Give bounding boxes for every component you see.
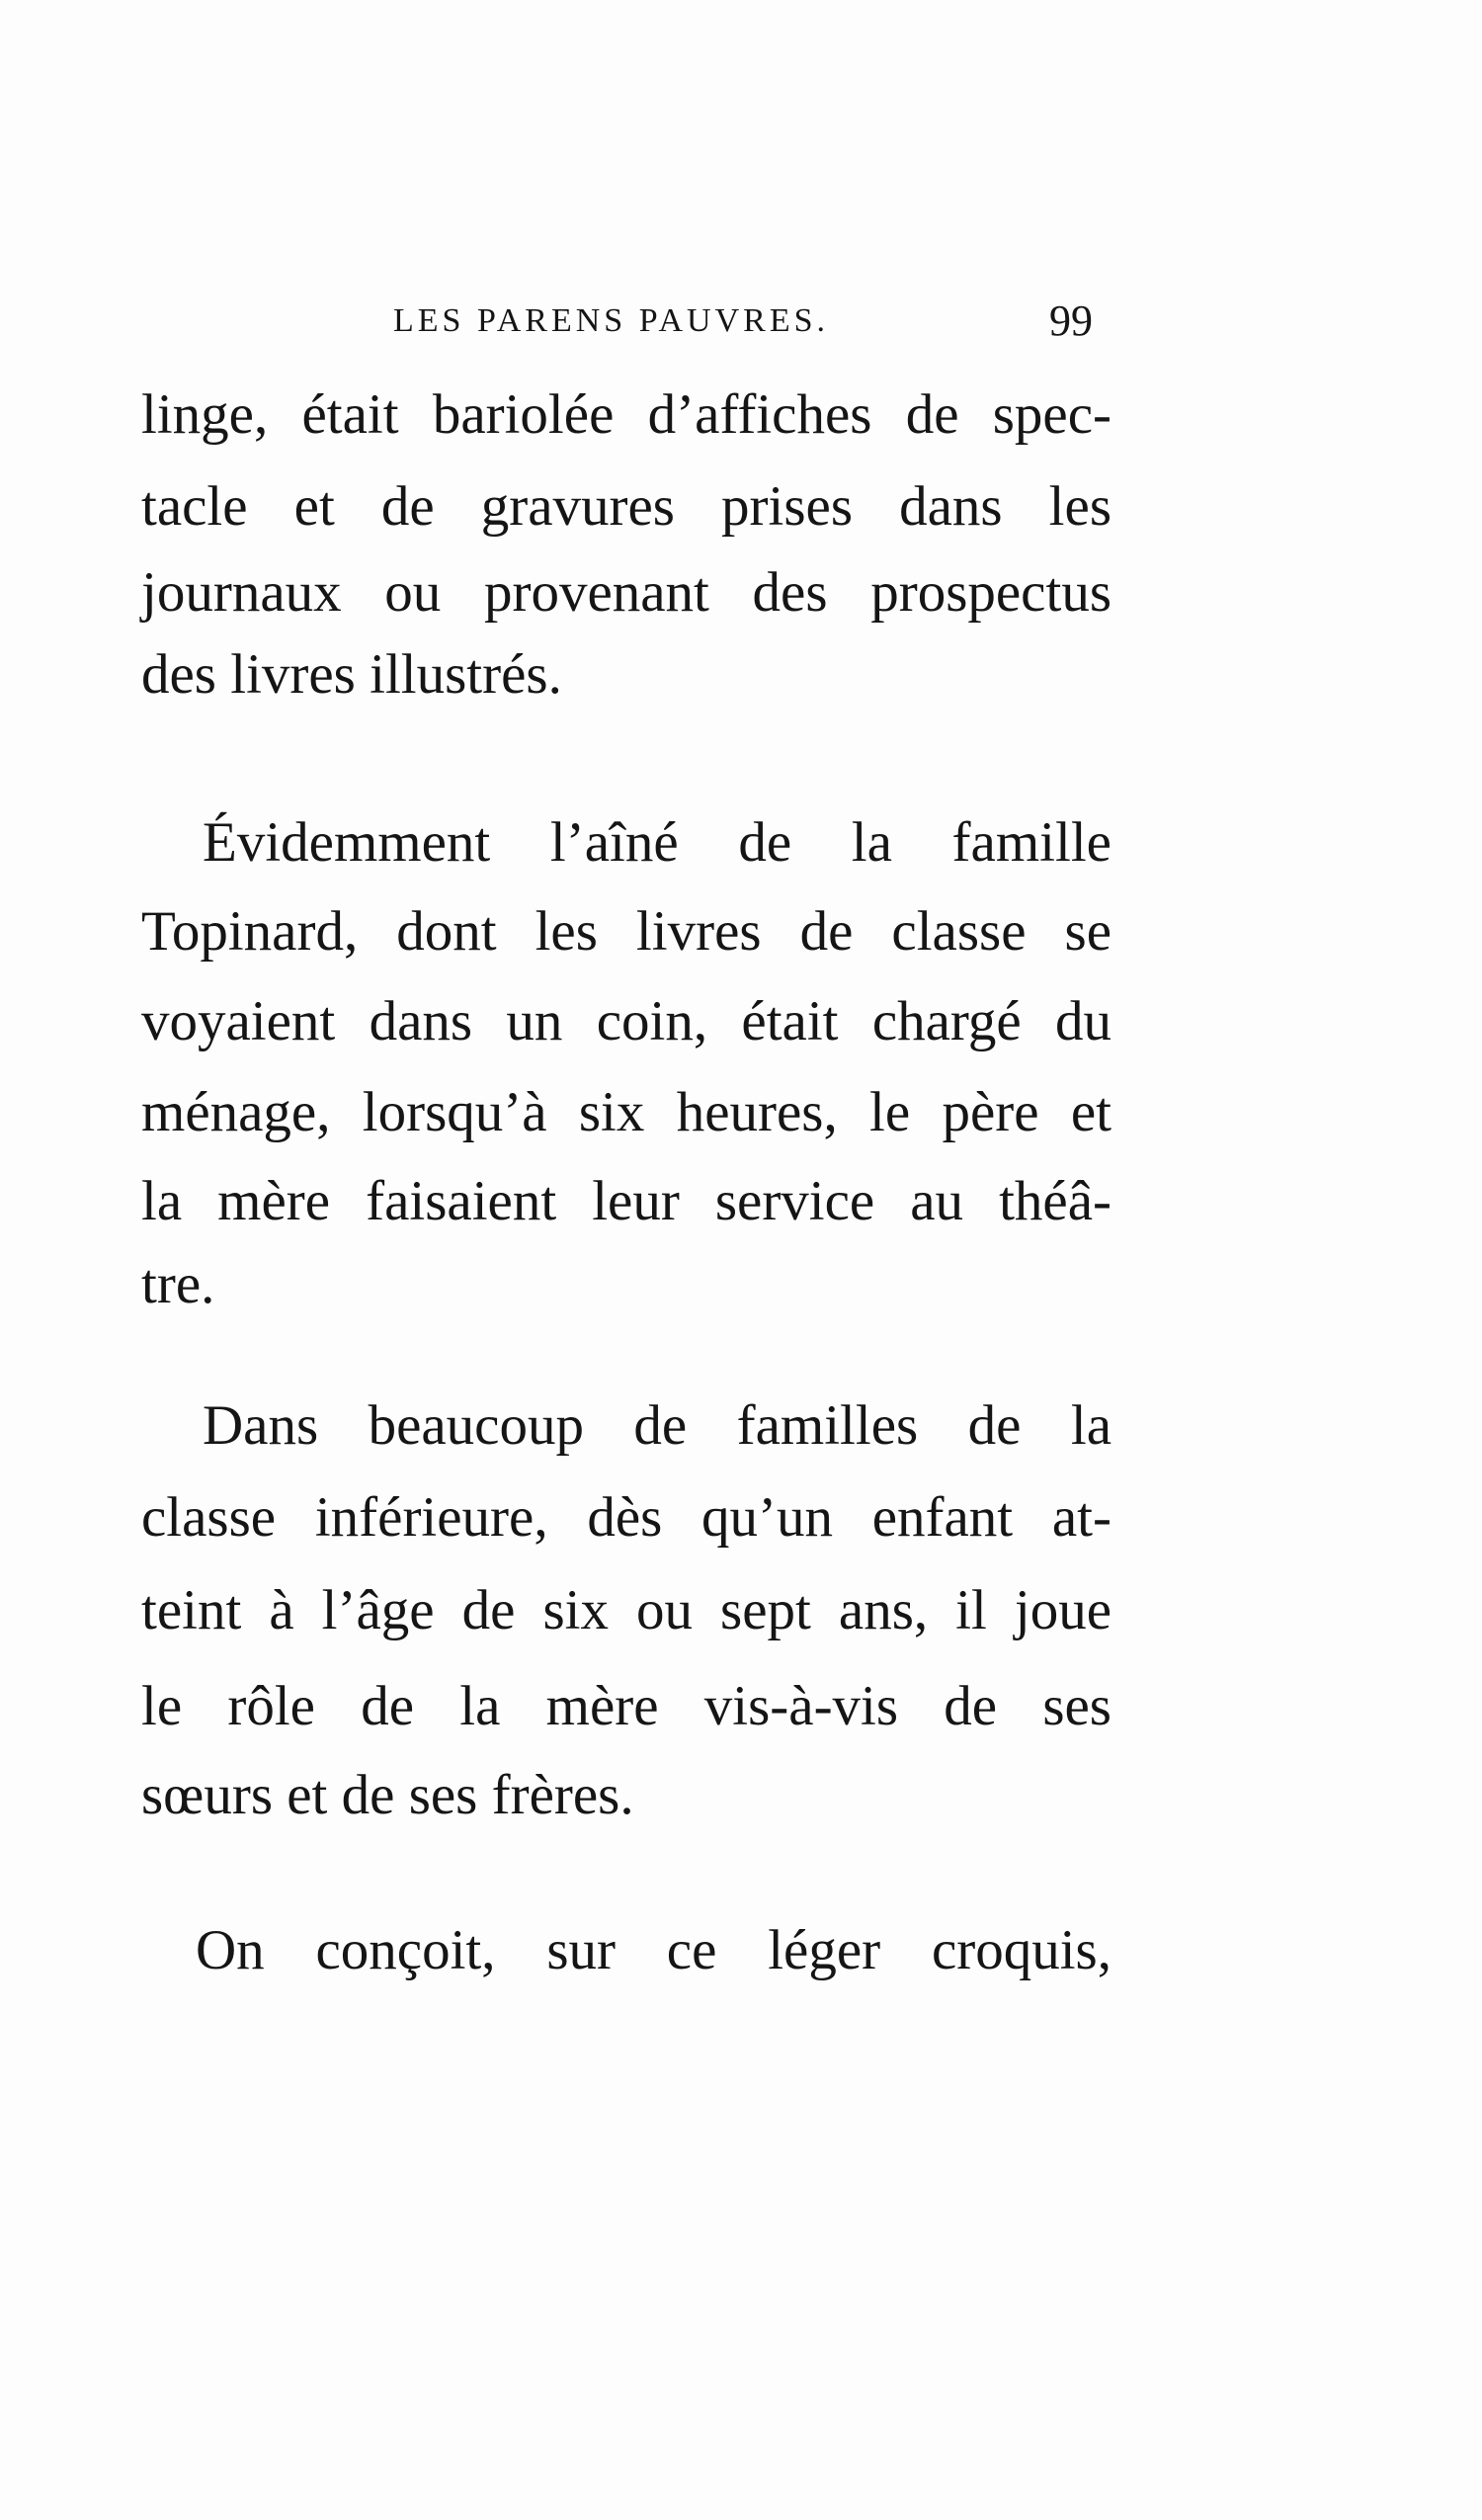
text-line: classe inférieure, dès qu’un enfant at- — [141, 1486, 1112, 1549]
text-line: Évidemment l’aîné de la famille — [203, 811, 1112, 874]
running-title: LES PARENS PAUVRES. — [393, 302, 830, 339]
text-line: le rôle de la mère vis-à-vis de ses — [141, 1675, 1112, 1737]
text-line: On conçoit, sur ce léger croquis, — [196, 1919, 1112, 1981]
text-line: teint à l’âge de six ou sept ans, il joue — [141, 1579, 1112, 1641]
text-line: la mère faisaient leur service au théâ- — [141, 1170, 1112, 1232]
text-line: linge, était bariolée d’affiches de spec- — [141, 383, 1112, 446]
text-line: sœurs et de ses frères. — [141, 1764, 634, 1826]
text-line: journaux ou provenant des prospectus — [141, 561, 1112, 624]
text-line: ménage, lorsqu’à six heures, le père et — [141, 1081, 1112, 1143]
text-line: tre. — [141, 1253, 215, 1315]
text-line: Topinard, dont les livres de classe se — [141, 900, 1112, 963]
page-number: 99 — [1049, 296, 1093, 345]
text-line: tacle et de gravures prises dans les — [141, 475, 1112, 538]
text-line: des livres illustrés. — [141, 643, 562, 706]
text-line: Dans beaucoup de familles de la — [203, 1394, 1112, 1457]
text-line: voyaient dans un coin, était chargé du — [141, 990, 1112, 1052]
